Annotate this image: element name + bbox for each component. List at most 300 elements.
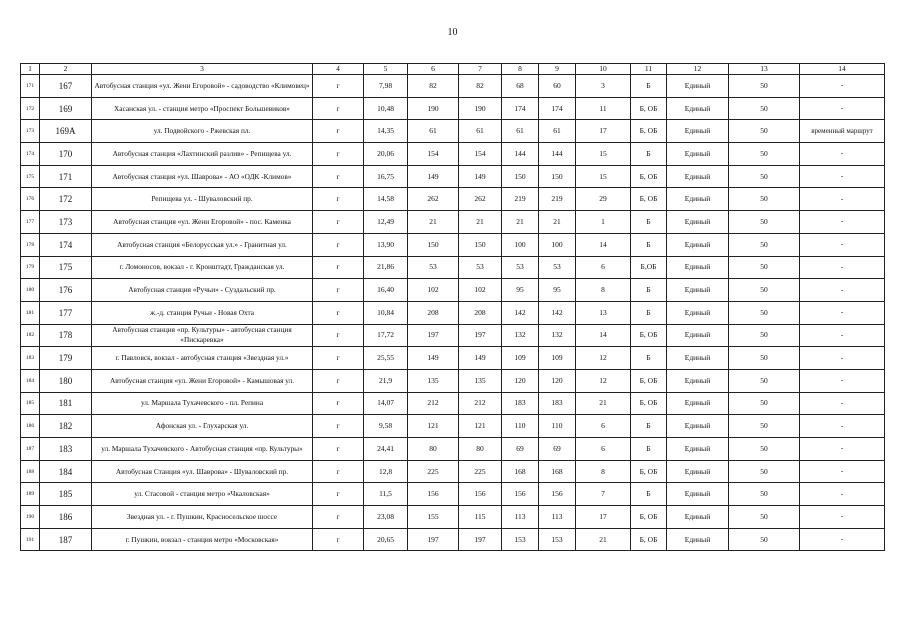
value-cell-13: 50 [729, 75, 800, 98]
row-index-cell: 180 [21, 279, 40, 302]
route-number-cell: 175 [40, 256, 92, 279]
route-type-cell: г [313, 438, 364, 461]
value-cell-9: 174 [539, 97, 576, 120]
value-cell-13: 50 [729, 120, 800, 143]
route-number-cell: 170 [40, 143, 92, 166]
table-row [21, 211, 885, 234]
row-index-cell: 188 [21, 460, 40, 483]
value-cell-6: 190 [408, 97, 459, 120]
value-cell-9: 95 [539, 279, 576, 302]
table-row [21, 188, 885, 211]
route-path-cell: г. Павловск, вокзал - автобусная станция «Звездная ул.» [92, 347, 313, 370]
note-cell: - [800, 165, 885, 188]
value-cell-9: 109 [539, 347, 576, 370]
note-cell: - [800, 460, 885, 483]
value-cell-10: 14 [576, 233, 631, 256]
note-cell: - [800, 188, 885, 211]
route-type-cell: г [313, 483, 364, 506]
route-number-cell: 177 [40, 301, 92, 324]
vehicle-class-cell: Б, ОБ [631, 392, 667, 415]
table-row [21, 256, 885, 279]
column-header: 2 [40, 64, 92, 75]
value-cell-7: 135 [459, 369, 502, 392]
route-type-cell: г [313, 165, 364, 188]
value-cell-7: 150 [459, 233, 502, 256]
value-cell-6: 197 [408, 528, 459, 551]
note-cell: - [800, 211, 885, 234]
value-cell-9: 132 [539, 324, 576, 347]
header-row [21, 64, 885, 75]
route-type-cell: г [313, 415, 364, 438]
value-cell-8: 132 [502, 324, 539, 347]
value-cell-9: 61 [539, 120, 576, 143]
value-cell-9: 183 [539, 392, 576, 415]
tariff-cell: Единый [667, 301, 729, 324]
route-type-cell: г [313, 233, 364, 256]
table-row [21, 369, 885, 392]
value-cell-6: 225 [408, 460, 459, 483]
value-cell-7: 149 [459, 347, 502, 370]
note-cell: - [800, 75, 885, 98]
value-cell-13: 50 [729, 369, 800, 392]
column-header: 13 [729, 64, 800, 75]
value-cell-7: 225 [459, 460, 502, 483]
value-cell-13: 50 [729, 256, 800, 279]
value-cell-6: 149 [408, 165, 459, 188]
route-length-cell: 20,06 [364, 143, 408, 166]
value-cell-7: 53 [459, 256, 502, 279]
note-cell: - [800, 143, 885, 166]
value-cell-7: 197 [459, 528, 502, 551]
value-cell-10: 14 [576, 324, 631, 347]
route-length-cell: 16,40 [364, 279, 408, 302]
vehicle-class-cell: Б, ОБ [631, 369, 667, 392]
value-cell-9: 69 [539, 438, 576, 461]
value-cell-13: 50 [729, 415, 800, 438]
value-cell-13: 50 [729, 460, 800, 483]
routes-table [20, 63, 885, 551]
table-row [21, 301, 885, 324]
route-number-cell: 178 [40, 324, 92, 347]
note-cell: - [800, 528, 885, 551]
tariff-cell: Единый [667, 392, 729, 415]
value-cell-9: 110 [539, 415, 576, 438]
value-cell-9: 113 [539, 506, 576, 529]
value-cell-9: 120 [539, 369, 576, 392]
value-cell-6: 197 [408, 324, 459, 347]
value-cell-7: 208 [459, 301, 502, 324]
value-cell-9: 156 [539, 483, 576, 506]
route-path-cell: Хасанская ул. - станция метро «Проспект Большевиков» [92, 97, 313, 120]
value-cell-10: 13 [576, 301, 631, 324]
value-cell-6: 156 [408, 483, 459, 506]
row-index-cell: 189 [21, 483, 40, 506]
route-path-cell: Автобусная станция «пр. Культуры» - автобусная станция «Пискаревка» [92, 324, 313, 347]
vehicle-class-cell: Б, ОБ [631, 324, 667, 347]
value-cell-10: 6 [576, 256, 631, 279]
vehicle-class-cell: Б [631, 415, 667, 438]
route-type-cell: г [313, 211, 364, 234]
route-type-cell: г [313, 347, 364, 370]
value-cell-10: 21 [576, 392, 631, 415]
route-type-cell: г [313, 188, 364, 211]
route-number-cell: 185 [40, 483, 92, 506]
row-index-cell: 190 [21, 506, 40, 529]
tariff-cell: Единый [667, 165, 729, 188]
row-index-cell: 191 [21, 528, 40, 551]
route-path-cell: ул. Маршала Тухачевского - пл. Репина [92, 392, 313, 415]
vehicle-class-cell: Б [631, 211, 667, 234]
note-cell: - [800, 233, 885, 256]
value-cell-9: 21 [539, 211, 576, 234]
tariff-cell: Единый [667, 211, 729, 234]
value-cell-13: 50 [729, 188, 800, 211]
vehicle-class-cell: Б [631, 233, 667, 256]
route-type-cell: г [313, 324, 364, 347]
tariff-cell: Единый [667, 347, 729, 370]
tariff-cell: Единый [667, 188, 729, 211]
value-cell-13: 50 [729, 483, 800, 506]
note-cell: - [800, 256, 885, 279]
value-cell-8: 109 [502, 347, 539, 370]
vehicle-class-cell: Б [631, 483, 667, 506]
route-type-cell: г [313, 506, 364, 529]
row-index-cell: 186 [21, 415, 40, 438]
value-cell-8: 156 [502, 483, 539, 506]
table-row [21, 506, 885, 529]
value-cell-10: 21 [576, 528, 631, 551]
route-length-cell: 14,07 [364, 392, 408, 415]
value-cell-7: 21 [459, 211, 502, 234]
route-path-cell: Автобусная станция «ул. Шаврова» - АО «ОДК -Климов» [92, 165, 313, 188]
value-cell-8: 183 [502, 392, 539, 415]
value-cell-10: 29 [576, 188, 631, 211]
route-length-cell: 24,41 [364, 438, 408, 461]
table-row [21, 324, 885, 347]
value-cell-10: 7 [576, 483, 631, 506]
value-cell-8: 110 [502, 415, 539, 438]
vehicle-class-cell: Б, ОБ [631, 506, 667, 529]
tariff-cell: Единый [667, 506, 729, 529]
row-index-cell: 178 [21, 233, 40, 256]
value-cell-6: 61 [408, 120, 459, 143]
note-cell: - [800, 506, 885, 529]
table-row [21, 438, 885, 461]
tariff-cell: Единый [667, 460, 729, 483]
value-cell-13: 50 [729, 211, 800, 234]
route-number-cell: 176 [40, 279, 92, 302]
row-index-cell: 177 [21, 211, 40, 234]
table-row [21, 165, 885, 188]
route-length-cell: 16,75 [364, 165, 408, 188]
note-cell: - [800, 279, 885, 302]
tariff-cell: Единый [667, 256, 729, 279]
route-path-cell: г. Ломоносов, вокзал - г. Кронштадт, Гражданская ул. [92, 256, 313, 279]
route-number-cell: 169А [40, 120, 92, 143]
note-cell: - [800, 369, 885, 392]
value-cell-6: 155 [408, 506, 459, 529]
value-cell-10: 17 [576, 120, 631, 143]
route-type-cell: г [313, 369, 364, 392]
value-cell-13: 50 [729, 392, 800, 415]
value-cell-9: 219 [539, 188, 576, 211]
row-index-cell: 175 [21, 165, 40, 188]
value-cell-9: 150 [539, 165, 576, 188]
value-cell-8: 68 [502, 75, 539, 98]
route-number-cell: 181 [40, 392, 92, 415]
value-cell-8: 150 [502, 165, 539, 188]
route-length-cell: 12,49 [364, 211, 408, 234]
value-cell-7: 82 [459, 75, 502, 98]
value-cell-7: 115 [459, 506, 502, 529]
value-cell-8: 61 [502, 120, 539, 143]
column-header: 5 [364, 64, 408, 75]
note-cell: - [800, 392, 885, 415]
route-number-cell: 174 [40, 233, 92, 256]
vehicle-class-cell: Б,ОБ [631, 256, 667, 279]
value-cell-10: 12 [576, 369, 631, 392]
route-length-cell: 14,35 [364, 120, 408, 143]
value-cell-6: 80 [408, 438, 459, 461]
route-path-cell: Звездная ул. - г. Пушкин, Красносельское шоссе [92, 506, 313, 529]
route-length-cell: 10,84 [364, 301, 408, 324]
value-cell-13: 50 [729, 279, 800, 302]
value-cell-8: 219 [502, 188, 539, 211]
page-number: 10 [447, 27, 458, 38]
table-row [21, 528, 885, 551]
table-row [21, 347, 885, 370]
route-length-cell: 9,58 [364, 415, 408, 438]
value-cell-13: 50 [729, 528, 800, 551]
route-number-cell: 180 [40, 369, 92, 392]
table-body [21, 75, 885, 551]
note-cell: - [800, 438, 885, 461]
value-cell-8: 168 [502, 460, 539, 483]
value-cell-8: 113 [502, 506, 539, 529]
table-row [21, 233, 885, 256]
value-cell-7: 121 [459, 415, 502, 438]
vehicle-class-cell: Б [631, 279, 667, 302]
route-length-cell: 21,86 [364, 256, 408, 279]
value-cell-10: 3 [576, 75, 631, 98]
route-length-cell: 23,08 [364, 506, 408, 529]
vehicle-class-cell: Б [631, 301, 667, 324]
route-path-cell: Репищева ул. - Шуваловский пр. [92, 188, 313, 211]
route-path-cell: ж.-д. станция Ручьи - Новая Охта [92, 301, 313, 324]
row-index-cell: 171 [21, 75, 40, 98]
note-cell: временный маршрут [800, 120, 885, 143]
table-row [21, 279, 885, 302]
value-cell-7: 262 [459, 188, 502, 211]
column-header: 10 [576, 64, 631, 75]
route-number-cell: 171 [40, 165, 92, 188]
value-cell-8: 69 [502, 438, 539, 461]
table-row [21, 75, 885, 98]
value-cell-13: 50 [729, 233, 800, 256]
route-type-cell: г [313, 75, 364, 98]
route-length-cell: 12,8 [364, 460, 408, 483]
column-header: 11 [631, 64, 667, 75]
value-cell-7: 156 [459, 483, 502, 506]
route-number-cell: 167 [40, 75, 92, 98]
vehicle-class-cell: Б [631, 143, 667, 166]
route-length-cell: 25,55 [364, 347, 408, 370]
value-cell-7: 102 [459, 279, 502, 302]
tariff-cell: Единый [667, 438, 729, 461]
value-cell-10: 8 [576, 279, 631, 302]
tariff-cell: Единый [667, 97, 729, 120]
value-cell-6: 121 [408, 415, 459, 438]
route-type-cell: г [313, 279, 364, 302]
value-cell-7: 190 [459, 97, 502, 120]
row-index-cell: 173 [21, 120, 40, 143]
value-cell-13: 50 [729, 506, 800, 529]
vehicle-class-cell: Б, ОБ [631, 460, 667, 483]
value-cell-13: 50 [729, 165, 800, 188]
tariff-cell: Единый [667, 415, 729, 438]
route-path-cell: Автобусная станция «Лахтинский разлив» - Репищева ул. [92, 143, 313, 166]
route-path-cell: Автобусная станция «Ручьи» - Суздальский пр. [92, 279, 313, 302]
route-number-cell: 187 [40, 528, 92, 551]
value-cell-13: 50 [729, 143, 800, 166]
value-cell-8: 100 [502, 233, 539, 256]
route-number-cell: 173 [40, 211, 92, 234]
row-index-cell: 181 [21, 301, 40, 324]
note-cell: - [800, 324, 885, 347]
vehicle-class-cell: Б, ОБ [631, 188, 667, 211]
route-length-cell: 10,48 [364, 97, 408, 120]
value-cell-13: 50 [729, 324, 800, 347]
value-cell-9: 144 [539, 143, 576, 166]
vehicle-class-cell: Б, ОБ [631, 165, 667, 188]
note-cell: - [800, 347, 885, 370]
value-cell-6: 150 [408, 233, 459, 256]
route-path-cell: Автобусная станция «ул. Жени Егоровой» - Камышовая ул. [92, 369, 313, 392]
value-cell-10: 12 [576, 347, 631, 370]
value-cell-7: 197 [459, 324, 502, 347]
route-number-cell: 179 [40, 347, 92, 370]
vehicle-class-cell: Б [631, 347, 667, 370]
value-cell-8: 53 [502, 256, 539, 279]
value-cell-9: 100 [539, 233, 576, 256]
value-cell-6: 149 [408, 347, 459, 370]
value-cell-10: 8 [576, 460, 631, 483]
route-number-cell: 172 [40, 188, 92, 211]
value-cell-13: 50 [729, 438, 800, 461]
tariff-cell: Единый [667, 75, 729, 98]
table-row [21, 460, 885, 483]
route-path-cell: Афонская ул. - Глухарская ул. [92, 415, 313, 438]
tariff-cell: Единый [667, 528, 729, 551]
value-cell-8: 153 [502, 528, 539, 551]
column-header: 6 [408, 64, 459, 75]
table-row [21, 143, 885, 166]
route-length-cell: 7,98 [364, 75, 408, 98]
tariff-cell: Единый [667, 369, 729, 392]
row-index-cell: 179 [21, 256, 40, 279]
value-cell-10: 11 [576, 97, 631, 120]
route-path-cell: Автобусная станция «Белорусская ул.» - Гранитная ул. [92, 233, 313, 256]
route-path-cell: ул. Маршала Тухачевского - Автобусная станция «пр. Культуры» [92, 438, 313, 461]
value-cell-10: 15 [576, 165, 631, 188]
value-cell-7: 149 [459, 165, 502, 188]
route-type-cell: г [313, 528, 364, 551]
tariff-cell: Единый [667, 483, 729, 506]
row-index-cell: 184 [21, 369, 40, 392]
value-cell-7: 212 [459, 392, 502, 415]
tariff-cell: Единый [667, 324, 729, 347]
vehicle-class-cell: Б [631, 438, 667, 461]
route-path-cell: Автобусная станция «ул. Жени Егоровой» - садоводство «Климовец» [92, 75, 313, 98]
value-cell-10: 6 [576, 438, 631, 461]
value-cell-6: 154 [408, 143, 459, 166]
value-cell-9: 53 [539, 256, 576, 279]
note-cell: - [800, 301, 885, 324]
route-length-cell: 13,90 [364, 233, 408, 256]
value-cell-9: 153 [539, 528, 576, 551]
tariff-cell: Единый [667, 279, 729, 302]
value-cell-10: 17 [576, 506, 631, 529]
route-type-cell: г [313, 120, 364, 143]
table-row [21, 483, 885, 506]
route-length-cell: 11,5 [364, 483, 408, 506]
value-cell-6: 135 [408, 369, 459, 392]
route-length-cell: 21,9 [364, 369, 408, 392]
value-cell-6: 21 [408, 211, 459, 234]
vehicle-class-cell: Б [631, 75, 667, 98]
value-cell-10: 15 [576, 143, 631, 166]
route-number-cell: 186 [40, 506, 92, 529]
column-header: 7 [459, 64, 502, 75]
vehicle-class-cell: Б, ОБ [631, 528, 667, 551]
value-cell-9: 168 [539, 460, 576, 483]
route-number-cell: 169 [40, 97, 92, 120]
tariff-cell: Единый [667, 233, 729, 256]
route-path-cell: ул. Подвойского - Ржевская пл. [92, 120, 313, 143]
value-cell-10: 6 [576, 415, 631, 438]
route-type-cell: г [313, 301, 364, 324]
row-index-cell: 183 [21, 347, 40, 370]
route-number-cell: 182 [40, 415, 92, 438]
column-header: 1 [21, 64, 40, 75]
row-index-cell: 176 [21, 188, 40, 211]
note-cell: - [800, 415, 885, 438]
value-cell-8: 95 [502, 279, 539, 302]
column-header: 4 [313, 64, 364, 75]
value-cell-6: 208 [408, 301, 459, 324]
column-header: 3 [92, 64, 313, 75]
value-cell-8: 21 [502, 211, 539, 234]
route-path-cell: ул. Стасовой - станция метро «Чкаловская» [92, 483, 313, 506]
route-type-cell: г [313, 460, 364, 483]
value-cell-9: 60 [539, 75, 576, 98]
column-header: 14 [800, 64, 885, 75]
route-path-cell: Автобусная станция «ул. Жени Егоровой» - пос. Каменка [92, 211, 313, 234]
value-cell-8: 142 [502, 301, 539, 324]
column-header: 8 [502, 64, 539, 75]
route-path-cell: г. Пушкин, вокзал - станция метро «Московская» [92, 528, 313, 551]
value-cell-6: 262 [408, 188, 459, 211]
value-cell-7: 61 [459, 120, 502, 143]
value-cell-8: 144 [502, 143, 539, 166]
route-path-cell: Автобусная Станция «ул. Шаврова» - Шуваловский пр. [92, 460, 313, 483]
value-cell-6: 53 [408, 256, 459, 279]
table-row [21, 97, 885, 120]
table-row [21, 415, 885, 438]
tariff-cell: Единый [667, 120, 729, 143]
table-row [21, 120, 885, 143]
note-cell: - [800, 483, 885, 506]
